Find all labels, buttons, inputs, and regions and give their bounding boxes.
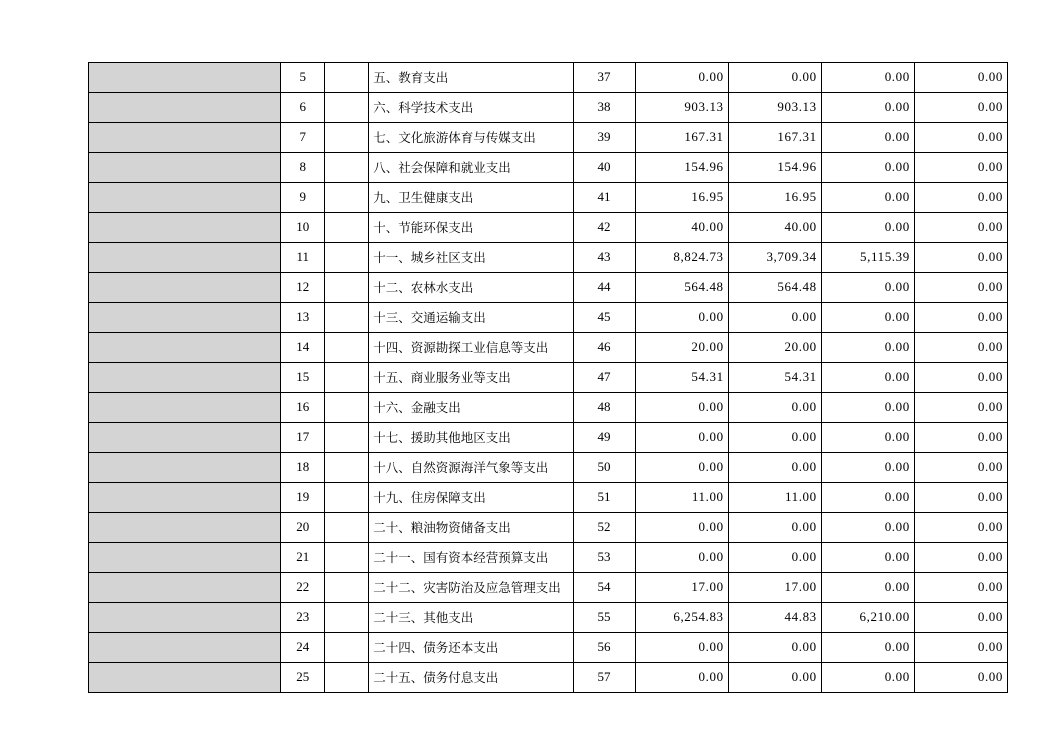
row-blank-cell xyxy=(325,573,369,603)
row-value-3: 0.00 xyxy=(821,633,914,663)
row-value-1: 0.00 xyxy=(635,423,728,453)
table-row xyxy=(89,543,1008,573)
row-value-4: 0.00 xyxy=(914,603,1007,633)
row-item-name: 十三、交通运输支出 xyxy=(369,303,573,333)
row-shade-left xyxy=(89,273,281,303)
row-value-3: 0.00 xyxy=(821,453,914,483)
row-value-2: 154.96 xyxy=(728,153,821,183)
row-value-3: 0.00 xyxy=(821,273,914,303)
row-value-3: 0.00 xyxy=(821,513,914,543)
row-number-left: 14 xyxy=(281,333,325,363)
row-shade-left xyxy=(89,423,281,453)
table-row xyxy=(89,243,1008,273)
table-row xyxy=(89,123,1008,153)
table-row xyxy=(89,153,1008,183)
row-value-4: 0.00 xyxy=(914,63,1007,93)
row-item-name: 六、科学技术支出 xyxy=(369,93,573,123)
row-item-name: 十、节能环保支出 xyxy=(369,213,573,243)
row-value-4: 0.00 xyxy=(914,333,1007,363)
row-blank-cell xyxy=(325,513,369,543)
row-blank-cell xyxy=(325,243,369,273)
row-number-left: 6 xyxy=(281,93,325,123)
row-value-4: 0.00 xyxy=(914,573,1007,603)
row-value-4: 0.00 xyxy=(914,663,1007,693)
row-value-3: 0.00 xyxy=(821,63,914,93)
row-value-4: 0.00 xyxy=(914,93,1007,123)
row-item-name: 二十一、国有资本经营预算支出 xyxy=(369,543,573,573)
row-item-name: 十五、商业服务业等支出 xyxy=(369,363,573,393)
row-value-4: 0.00 xyxy=(914,363,1007,393)
row-value-3: 0.00 xyxy=(821,153,914,183)
row-blank-cell xyxy=(325,63,369,93)
row-number-left: 21 xyxy=(281,543,325,573)
row-value-1: 0.00 xyxy=(635,543,728,573)
row-value-2: 0.00 xyxy=(728,63,821,93)
row-shade-left xyxy=(89,153,281,183)
row-value-4: 0.00 xyxy=(914,213,1007,243)
row-number-left: 5 xyxy=(281,63,325,93)
row-value-2: 0.00 xyxy=(728,303,821,333)
row-value-2: 0.00 xyxy=(728,423,821,453)
row-item-name: 二十四、债务还本支出 xyxy=(369,633,573,663)
row-value-1: 903.13 xyxy=(635,93,728,123)
row-value-4: 0.00 xyxy=(914,453,1007,483)
row-value-2: 54.31 xyxy=(728,363,821,393)
row-value-3: 0.00 xyxy=(821,363,914,393)
row-blank-cell xyxy=(325,453,369,483)
row-value-2: 20.00 xyxy=(728,333,821,363)
row-value-2: 11.00 xyxy=(728,483,821,513)
row-number-right: 50 xyxy=(573,453,635,483)
row-shade-left xyxy=(89,363,281,393)
row-shade-left xyxy=(89,393,281,423)
row-blank-cell xyxy=(325,123,369,153)
row-number-left: 15 xyxy=(281,363,325,393)
row-number-right: 55 xyxy=(573,603,635,633)
row-number-left: 16 xyxy=(281,393,325,423)
row-number-left: 24 xyxy=(281,633,325,663)
row-value-1: 0.00 xyxy=(635,633,728,663)
row-item-name: 十七、援助其他地区支出 xyxy=(369,423,573,453)
row-value-3: 0.00 xyxy=(821,93,914,123)
row-number-left: 23 xyxy=(281,603,325,633)
table-row xyxy=(89,393,1008,423)
row-value-3: 0.00 xyxy=(821,393,914,423)
row-value-2: 0.00 xyxy=(728,453,821,483)
row-blank-cell xyxy=(325,393,369,423)
budget-table-container xyxy=(88,62,1008,693)
row-number-right: 46 xyxy=(573,333,635,363)
row-value-4: 0.00 xyxy=(914,183,1007,213)
row-item-name: 五、教育支出 xyxy=(369,63,573,93)
row-item-name: 二十三、其他支出 xyxy=(369,603,573,633)
row-number-left: 25 xyxy=(281,663,325,693)
row-number-left: 13 xyxy=(281,303,325,333)
table-row xyxy=(89,183,1008,213)
row-item-name: 二十、粮油物资储备支出 xyxy=(369,513,573,543)
row-value-2: 16.95 xyxy=(728,183,821,213)
table-row xyxy=(89,453,1008,483)
row-value-3: 0.00 xyxy=(821,333,914,363)
row-shade-left xyxy=(89,513,281,543)
row-shade-left xyxy=(89,663,281,693)
row-item-name: 九、卫生健康支出 xyxy=(369,183,573,213)
row-blank-cell xyxy=(325,603,369,633)
row-value-1: 6,254.83 xyxy=(635,603,728,633)
table-row xyxy=(89,513,1008,543)
row-item-name: 十一、城乡社区支出 xyxy=(369,243,573,273)
row-blank-cell xyxy=(325,333,369,363)
row-number-right: 49 xyxy=(573,423,635,453)
budget-table-body xyxy=(89,63,1008,693)
table-row xyxy=(89,363,1008,393)
row-value-4: 0.00 xyxy=(914,483,1007,513)
row-number-left: 20 xyxy=(281,513,325,543)
row-value-4: 0.00 xyxy=(914,273,1007,303)
table-row xyxy=(89,273,1008,303)
row-item-name: 二十二、灾害防治及应急管理支出 xyxy=(369,573,573,603)
row-value-3: 6,210.00 xyxy=(821,603,914,633)
row-shade-left xyxy=(89,483,281,513)
row-number-left: 9 xyxy=(281,183,325,213)
row-value-3: 0.00 xyxy=(821,213,914,243)
row-value-1: 20.00 xyxy=(635,333,728,363)
row-blank-cell xyxy=(325,183,369,213)
row-shade-left xyxy=(89,183,281,213)
row-number-right: 42 xyxy=(573,213,635,243)
row-blank-cell xyxy=(325,543,369,573)
table-row xyxy=(89,603,1008,633)
row-number-right: 43 xyxy=(573,243,635,273)
row-item-name: 十六、金融支出 xyxy=(369,393,573,423)
row-value-4: 0.00 xyxy=(914,123,1007,153)
row-value-3: 0.00 xyxy=(821,423,914,453)
row-value-3: 0.00 xyxy=(821,123,914,153)
row-blank-cell xyxy=(325,303,369,333)
row-value-1: 40.00 xyxy=(635,213,728,243)
row-number-right: 48 xyxy=(573,393,635,423)
row-shade-left xyxy=(89,243,281,273)
row-number-right: 44 xyxy=(573,273,635,303)
row-value-1: 154.96 xyxy=(635,153,728,183)
row-value-1: 16.95 xyxy=(635,183,728,213)
row-number-left: 22 xyxy=(281,573,325,603)
row-item-name: 十八、自然资源海洋气象等支出 xyxy=(369,453,573,483)
table-row xyxy=(89,423,1008,453)
row-shade-left xyxy=(89,303,281,333)
row-number-left: 19 xyxy=(281,483,325,513)
row-value-4: 0.00 xyxy=(914,303,1007,333)
row-value-2: 44.83 xyxy=(728,603,821,633)
row-shade-left xyxy=(89,123,281,153)
row-value-1: 0.00 xyxy=(635,63,728,93)
table-row xyxy=(89,93,1008,123)
row-number-left: 12 xyxy=(281,273,325,303)
row-value-2: 167.31 xyxy=(728,123,821,153)
row-number-left: 8 xyxy=(281,153,325,183)
row-value-1: 0.00 xyxy=(635,453,728,483)
row-shade-left xyxy=(89,543,281,573)
row-value-2: 0.00 xyxy=(728,393,821,423)
row-value-4: 0.00 xyxy=(914,513,1007,543)
row-item-name: 十二、农林水支出 xyxy=(369,273,573,303)
row-number-right: 38 xyxy=(573,93,635,123)
row-shade-left xyxy=(89,63,281,93)
row-value-3: 0.00 xyxy=(821,543,914,573)
table-row xyxy=(89,213,1008,243)
row-value-2: 0.00 xyxy=(728,663,821,693)
row-value-3: 0.00 xyxy=(821,573,914,603)
row-number-left: 17 xyxy=(281,423,325,453)
row-value-2: 0.00 xyxy=(728,543,821,573)
row-blank-cell xyxy=(325,273,369,303)
row-value-2: 3,709.34 xyxy=(728,243,821,273)
table-row xyxy=(89,633,1008,663)
row-value-4: 0.00 xyxy=(914,393,1007,423)
row-value-1: 0.00 xyxy=(635,303,728,333)
row-value-2: 40.00 xyxy=(728,213,821,243)
row-shade-left xyxy=(89,93,281,123)
row-blank-cell xyxy=(325,213,369,243)
table-row xyxy=(89,483,1008,513)
table-row xyxy=(89,63,1008,93)
row-number-right: 41 xyxy=(573,183,635,213)
row-value-1: 17.00 xyxy=(635,573,728,603)
table-row xyxy=(89,573,1008,603)
row-value-3: 0.00 xyxy=(821,183,914,213)
row-value-3: 0.00 xyxy=(821,483,914,513)
row-value-4: 0.00 xyxy=(914,633,1007,663)
row-value-4: 0.00 xyxy=(914,243,1007,273)
row-value-4: 0.00 xyxy=(914,543,1007,573)
row-shade-left xyxy=(89,453,281,483)
row-value-1: 167.31 xyxy=(635,123,728,153)
row-item-name: 二十五、债务付息支出 xyxy=(369,663,573,693)
row-blank-cell xyxy=(325,633,369,663)
row-number-right: 47 xyxy=(573,363,635,393)
row-shade-left xyxy=(89,333,281,363)
row-value-1: 0.00 xyxy=(635,513,728,543)
row-value-2: 17.00 xyxy=(728,573,821,603)
row-item-name: 七、文化旅游体育与传媒支出 xyxy=(369,123,573,153)
row-number-right: 56 xyxy=(573,633,635,663)
row-number-left: 10 xyxy=(281,213,325,243)
row-value-1: 0.00 xyxy=(635,663,728,693)
row-blank-cell xyxy=(325,93,369,123)
row-value-1: 54.31 xyxy=(635,363,728,393)
row-value-1: 564.48 xyxy=(635,273,728,303)
row-item-name: 十四、资源勘探工业信息等支出 xyxy=(369,333,573,363)
row-value-3: 5,115.39 xyxy=(821,243,914,273)
row-number-right: 52 xyxy=(573,513,635,543)
row-blank-cell xyxy=(325,363,369,393)
row-shade-left xyxy=(89,573,281,603)
row-number-left: 18 xyxy=(281,453,325,483)
row-item-name: 十九、住房保障支出 xyxy=(369,483,573,513)
row-value-1: 11.00 xyxy=(635,483,728,513)
budget-expenditure-table xyxy=(88,62,1008,693)
row-number-right: 57 xyxy=(573,663,635,693)
row-value-3: 0.00 xyxy=(821,303,914,333)
row-value-4: 0.00 xyxy=(914,153,1007,183)
row-shade-left xyxy=(89,603,281,633)
row-number-right: 53 xyxy=(573,543,635,573)
row-blank-cell xyxy=(325,423,369,453)
row-value-2: 0.00 xyxy=(728,513,821,543)
table-row xyxy=(89,333,1008,363)
row-number-right: 54 xyxy=(573,573,635,603)
row-value-2: 0.00 xyxy=(728,633,821,663)
row-number-right: 51 xyxy=(573,483,635,513)
row-value-1: 8,824.73 xyxy=(635,243,728,273)
row-blank-cell xyxy=(325,153,369,183)
row-item-name: 八、社会保障和就业支出 xyxy=(369,153,573,183)
row-number-left: 11 xyxy=(281,243,325,273)
row-value-2: 564.48 xyxy=(728,273,821,303)
row-blank-cell xyxy=(325,483,369,513)
table-row xyxy=(89,303,1008,333)
row-value-2: 903.13 xyxy=(728,93,821,123)
row-number-right: 39 xyxy=(573,123,635,153)
row-shade-left xyxy=(89,633,281,663)
row-blank-cell xyxy=(325,663,369,693)
row-number-left: 7 xyxy=(281,123,325,153)
row-value-3: 0.00 xyxy=(821,663,914,693)
row-number-right: 45 xyxy=(573,303,635,333)
row-shade-left xyxy=(89,213,281,243)
row-value-1: 0.00 xyxy=(635,393,728,423)
row-number-right: 40 xyxy=(573,153,635,183)
table-row xyxy=(89,663,1008,693)
row-value-4: 0.00 xyxy=(914,423,1007,453)
row-number-right: 37 xyxy=(573,63,635,93)
